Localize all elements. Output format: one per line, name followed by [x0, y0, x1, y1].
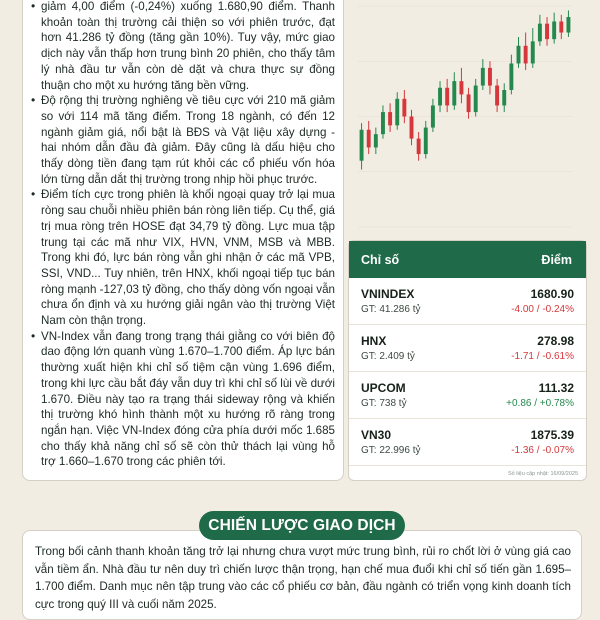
candle-up: [509, 63, 513, 90]
candle-up: [438, 88, 442, 106]
candle-down: [524, 46, 528, 64]
index-row-upcom: [349, 372, 586, 419]
index-change: +0.86 / +0.78%: [506, 398, 574, 409]
candle-up: [360, 130, 364, 161]
candle-down: [495, 86, 499, 106]
candle-up: [452, 81, 456, 105]
candle-down: [467, 94, 471, 112]
index-name: VN30: [361, 428, 392, 442]
candle-down: [402, 99, 406, 117]
candle-up: [424, 128, 428, 155]
index-volume: GT: 22.996 tỷ: [361, 445, 421, 456]
header-index-label: Chỉ số: [361, 252, 400, 267]
commentary-bullet: • Điểm tích cực trong phiên là khối ngoại quay trở lại mua ròng sau chuỗi nhiều phiên bán ròng liên tiếp. Cụ thể, giá trị mua ròng trên HOSE đạt 34,79 tỷ đồng. Lực mua tập trung tại các mã như VIX, HVN, VNM, MSB và MBB. Trong khi đó, lực bán ròng vẫn ghi nhận ở các mã VPB, SSI, VND... Tuy nhiên, trên HNX, khối ngoại tiếp tục bán ròng mạnh -127,03 tỷ đồng, cho thấy dòng vốn ngoại vẫn chưa ổn định và xu hướng giải ngân vào thị trường Việt Nam còn thận trọng.: [31, 187, 335, 328]
index-table: [348, 240, 587, 481]
index-value: 111.32: [538, 381, 574, 395]
candle-up: [517, 46, 521, 64]
market-commentary-card: [22, 0, 344, 481]
index-name: VNINDEX: [361, 287, 415, 301]
index-value: 278.98: [537, 334, 574, 348]
strategy-title: CHIẾN LƯỢC GIAO DỊCH: [199, 511, 405, 540]
candle-up: [381, 112, 385, 134]
index-change: -4.00 / -0.24%: [511, 304, 574, 315]
index-change: -1.36 / -0.07%: [511, 445, 574, 456]
candle-down: [367, 130, 371, 148]
candle-up: [474, 86, 478, 113]
data-source-note: Số liệu cập nhật: 16/09/2025: [507, 471, 578, 477]
candle-up: [481, 68, 485, 86]
candle-down: [410, 117, 414, 139]
candle-down: [445, 88, 449, 106]
index-row-vnindex: [349, 278, 586, 325]
index-row-hnx: [349, 325, 586, 372]
candle-down: [545, 24, 549, 39]
candle-up: [502, 90, 506, 105]
commentary-bullet: • VN-Index vẫn đang trong trạng thái giằng co với biên độ dao động lớn quanh vùng 1.670–1.700 điểm. Áp lực bán thường xuất hiện khi chỉ số tiệm cận vùng 1.696 điểm, trong khi lực cầu bắt đáy vẫn duy trì khi chỉ số lùi về dưới 1.670. Điều này tạo ra trạng thái sideway rộng và khiến thị trường khó hình thành một xu hướng rõ ràng trong ngắn hạn. Việc VN-Index đóng cửa phía dưới mốc 1.685 cho thấy khả năng chỉ số sẽ còn thử thách lại vùng hỗ trợ 1.660–1.670 trong các phiên tới.: [31, 329, 335, 470]
candle-up: [538, 24, 542, 42]
candle-down: [559, 21, 563, 32]
candlestick-chart: [350, 0, 580, 235]
index-name: UPCOM: [361, 381, 406, 395]
index-value: 1680.90: [530, 287, 574, 301]
header-points-label: Điểm: [541, 252, 572, 267]
index-change: -1.71 / -0.61%: [511, 351, 574, 362]
candle-up: [566, 17, 570, 32]
candle-up: [395, 99, 399, 126]
index-table-header: [349, 241, 586, 278]
candle-up: [374, 134, 378, 147]
commentary-list: [31, 0, 335, 470]
candle-down: [459, 81, 463, 94]
candle-down: [488, 68, 492, 86]
index-volume: GT: 41.286 tỷ: [361, 304, 421, 315]
index-row-vn30: [349, 419, 586, 466]
index-volume: GT: 738 tỷ: [361, 398, 407, 409]
candle-down: [388, 112, 392, 125]
index-name: HNX: [361, 334, 387, 348]
candle-up: [552, 21, 556, 39]
candlestick-svg: [350, 0, 580, 235]
candle-up: [531, 41, 535, 63]
commentary-bullet: • Độ rộng thị trường nghiêng về tiêu cực với 210 mã giảm so với 114 mã tăng điểm. Trong 18 ngành, có đến 12 ngành giảm giá, nổi bật là BĐS và Vật liệu xây dựng - hai nhóm dẫn đầu đà giảm. Đây cũng là dấu hiệu cho thấy dòng tiền đang tạm rút khỏi các cổ phiếu vốn hóa lớn từng dẫn dắt thị trường trong nhịp hồi phục trước.: [31, 93, 335, 187]
index-value: 1875.39: [530, 428, 574, 442]
commentary-bullet: • giảm 4,00 điểm (-0,24%) xuống 1.680,90 điểm. Thanh khoản toàn thị trường cải thiện so với phiên trước, đạt hơn 41.286 tỷ đồng (tăng gần 10%). Tuy vậy, mức giao dịch này vẫn thấp hơn trung bình 20 phiên, cho thấy tâm lý nhà đầu tư vẫn còn dè dặt và chưa thực sự đồng thuận cho một xu hướng tăng bền vững.: [31, 0, 335, 93]
candle-down: [417, 139, 421, 154]
index-volume: GT: 2.409 tỷ: [361, 351, 415, 362]
candle-up: [431, 105, 435, 127]
strategy-text: Trong bối cảnh thanh khoản tăng trở lại nhưng chưa vượt mức trung bình, rủi ro chốt lời ở vùng giá cao vẫn tiềm ẩn. Nhà đầu tư nên duy trì chiến lược thận trọng, hạn chế mua đuổi khi chỉ số tiến gần 1.695–1.700 điểm. Danh mục nên tập trung vào các cổ phiếu cơ bản, đầu ngành có triển vọng kinh doanh tích cực trong quý III và cuối năm 2025.: [35, 545, 571, 611]
